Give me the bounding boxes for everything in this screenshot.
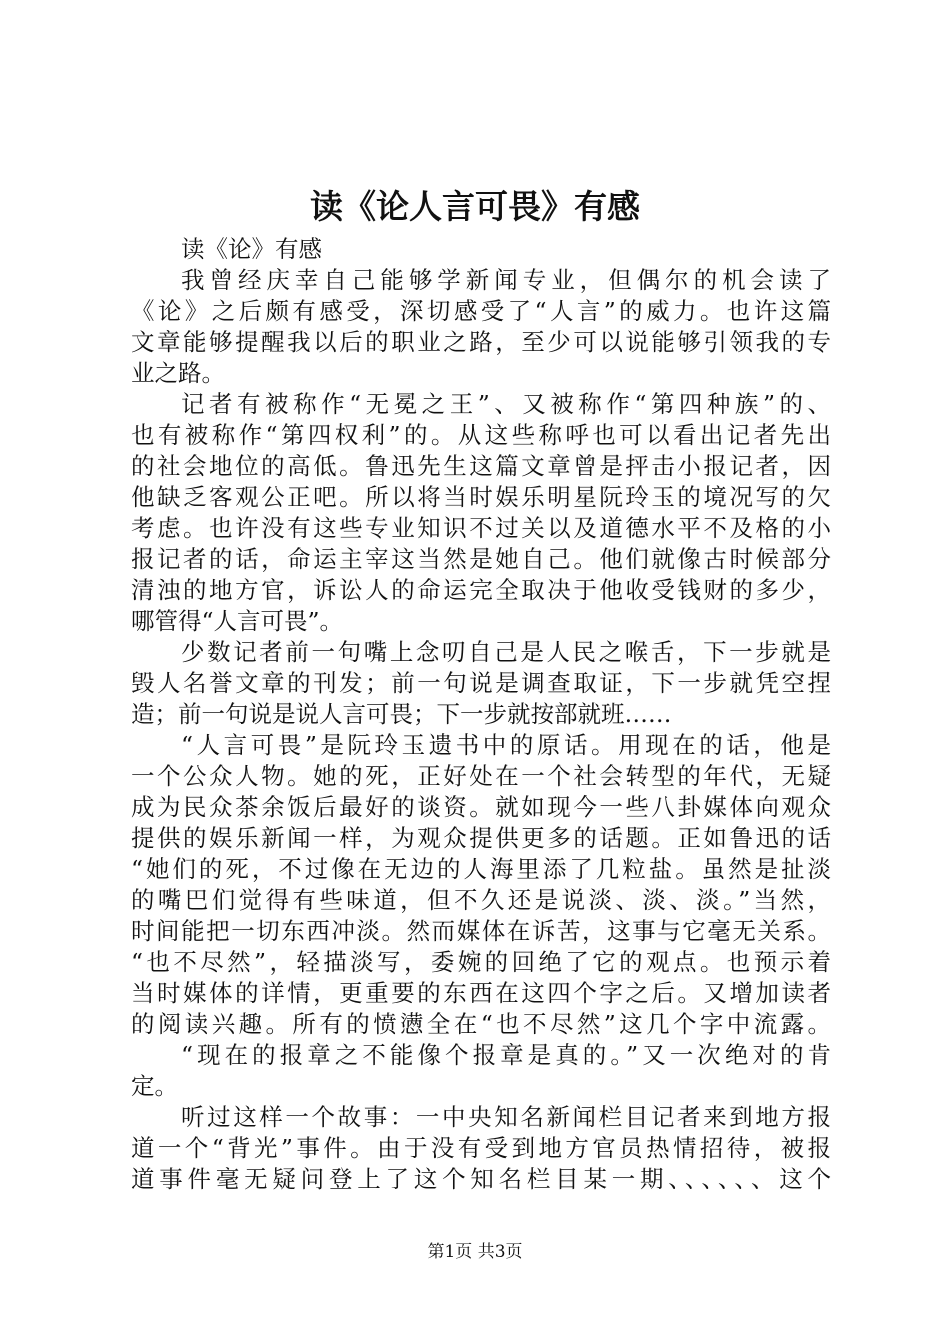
document-title: 读《论人言可畏》有感 [310,187,640,226]
text-line: 少数记者前一句嘴上念叨自己是人民之喉舌，下一步就是 [181,638,831,666]
text-line: 提供的娱乐新闻一样，为观众提供更多的话题。正如鲁迅的话 [131,824,831,852]
text-line: 听过这样一个故事：一中央知名新闻栏目记者来到地方报 [181,1103,831,1131]
text-line: 读《论》有感 [181,235,322,263]
text-line: 《论》之后颇有感受，深切感受了“人言”的威力。也许这篇 [131,297,831,325]
text-line: 记者有被称作“无冕之王”、又被称作“第四种族”的、 [181,390,831,418]
text-line: 成为民众茶余饭后最好的谈资。就如现今一些八卦媒体向观众 [131,793,831,821]
text-line: “也不尽然”，轻描淡写，委婉的回绝了它的观点。也预示着 [131,948,831,976]
text-line: 道事件毫无疑问登上了这个知名栏目某一期、、、、、、这个 [131,1165,831,1193]
text-line: “她们的死，不过像在无边的人海里添了几粒盐。虽然是扯淡 [131,855,831,883]
text-line: 定。 [131,1072,178,1100]
text-line: 毁人名誉文章的刊发；前一句说是调查取证，下一步就凭空捏 [131,669,831,697]
text-line: “现在的报章之不能像个报章是真的。”又一次绝对的肯 [181,1041,831,1069]
text-line: 时间能把一切东西冲淡。然而媒体在诉苦，这事与它毫无关系。 [131,917,831,945]
text-line: 的阅读兴趣。所有的愤懑全在“也不尽然”这几个字中流露。 [131,1010,831,1038]
document-body [131,234,831,1195]
text-line: 文章能够提醒我以后的职业之路，至少可以说能够引领我的专 [131,328,831,356]
text-line: 哪管得“人言可畏”。 [131,607,344,635]
text-line: 他缺乏客观公正吧。所以将当时娱乐明星阮玲玉的境况写的欠 [131,483,831,511]
page-footer: 第1页 共3页 [427,1242,523,1262]
text-line: 的嘴巴们觉得有些味道，但不久还是说淡、淡、淡。”当然， [131,886,831,914]
text-line: 的社会地位的高低。鲁迅先生这篇文章曾是抨击小报记者，因 [131,452,831,480]
text-line: 清浊的地方官，诉讼人的命运完全取决于他收受钱财的多少， [131,576,831,604]
text-line: 业之路。 [131,359,225,387]
text-line: 造；前一句说是说人言可畏；下一步就按部就班…… [131,700,672,728]
text-line: 考虑。也许没有这些专业知识不过关以及道德水平不及格的小 [131,514,831,542]
text-line: 道一个“背光”事件。由于没有受到地方官员热情招待，被报 [131,1134,831,1162]
text-line: 我曾经庆幸自己能够学新闻专业，但偶尔的机会读了 [181,266,831,294]
text-line: 当时媒体的详情，更重要的东西在这四个字之后。又增加读者 [131,979,831,1007]
text-line: 一个公众人物。她的死，正好处在一个社会转型的年代，无疑 [131,762,831,790]
text-line: “人言可畏”是阮玲玉遗书中的原话。用现在的话，他是 [181,731,831,759]
text-line: 也有被称作“第四权利”的。从这些称呼也可以看出记者先出 [131,421,831,449]
text-line: 报记者的话，命运主宰这当然是她自己。他们就像古时候部分 [131,545,831,573]
